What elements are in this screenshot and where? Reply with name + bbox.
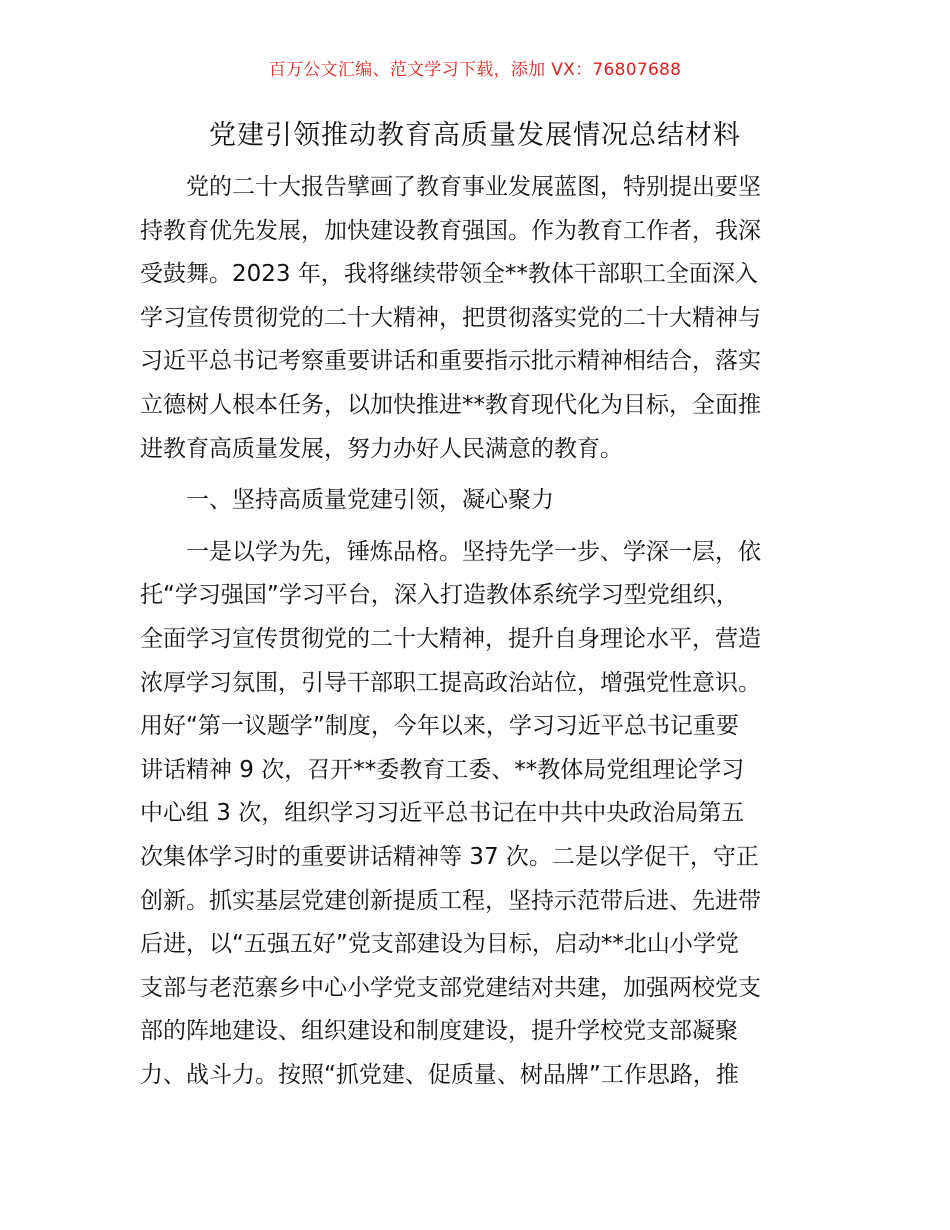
intro-line: 学习宣传贯彻党的二十大精神，把贯彻落实党的二十大精神与 bbox=[140, 304, 761, 331]
section-1-line: 后进，以“五强五好”党支部建设为目标，启动**北山小学党 bbox=[140, 931, 739, 958]
section-1-line: 用好“第一议题学”制度，今年以来，学习习近平总书记重要 bbox=[140, 713, 739, 740]
section-1-line: 一是以学为先，锤炼品格。坚持先学一步、学深一层，依 bbox=[186, 538, 761, 565]
section-1-line: 全面学习宣传贯彻党的二十大精神，提升自身理论水平，营造 bbox=[140, 625, 761, 652]
section-1-line: 中心组 3 次，组织学习习近平总书记在中共中央政治局第五 bbox=[140, 800, 745, 827]
section-1-line: 力、战斗力。按照“抓党建、促质量、树品牌”工作思路，推 bbox=[140, 1061, 739, 1088]
intro-line: 持教育优先发展，加快建设教育强国。作为教育工作者，我深 bbox=[140, 217, 761, 244]
document-title: 党建引领推动教育高质量发展情况总结材料 bbox=[209, 120, 741, 151]
section-1-line: 次集体学习时的重要讲话精神等 37 次。二是以学促干，守正 bbox=[140, 843, 759, 870]
paragraph-gap bbox=[140, 471, 812, 479]
intro-line: 习近平总书记考察重要讲话和重要指示批示精神相结合，落实 bbox=[140, 348, 761, 375]
document-body bbox=[140, 166, 812, 1097]
paragraph-gap bbox=[140, 523, 812, 531]
section-1-line: 托“学习强国”学习平台，深入打造教体系统学习型党组织， bbox=[140, 582, 739, 609]
section-1-line: 讲话精神 9 次，召开**委教育工委、**教体局党组理论学习 bbox=[140, 756, 745, 783]
section-1-line: 支部与老范寨乡中心小学党支部党建结对共建，加强两校党支 bbox=[140, 974, 761, 1001]
section-heading-1: 一、坚持高质量党建引领，凝心聚力 bbox=[186, 487, 554, 514]
intro-line: 进教育高质量发展，努力办好人民满意的教育。 bbox=[140, 435, 623, 462]
section-1-line: 创新。抓实基层党建创新提质工程，坚持示范带后进、先进带 bbox=[140, 887, 761, 914]
intro-line: 受鼓舞。2023 年，我将继续带领全**教体干部职工全面深入 bbox=[140, 261, 758, 288]
intro-paragraph bbox=[140, 166, 812, 471]
intro-line: 立德树人根本任务，以加快推进**教育现代化为目标，全面推 bbox=[140, 391, 761, 418]
header-watermark-note: 百万公文汇编、范文学习下载，添加 VX：76807688 bbox=[268, 60, 682, 80]
intro-line: 党的二十大报告擘画了教育事业发展蓝图，特别提出要坚 bbox=[186, 174, 761, 200]
section-1-paragraph bbox=[140, 531, 812, 1098]
section-1-line: 部的阵地建设、组织建设和制度建设，提升学校党支部凝聚 bbox=[140, 1018, 738, 1045]
section-1-line: 浓厚学习氛围，引导干部职工提高政治站位，增强党性意识。 bbox=[140, 669, 761, 696]
